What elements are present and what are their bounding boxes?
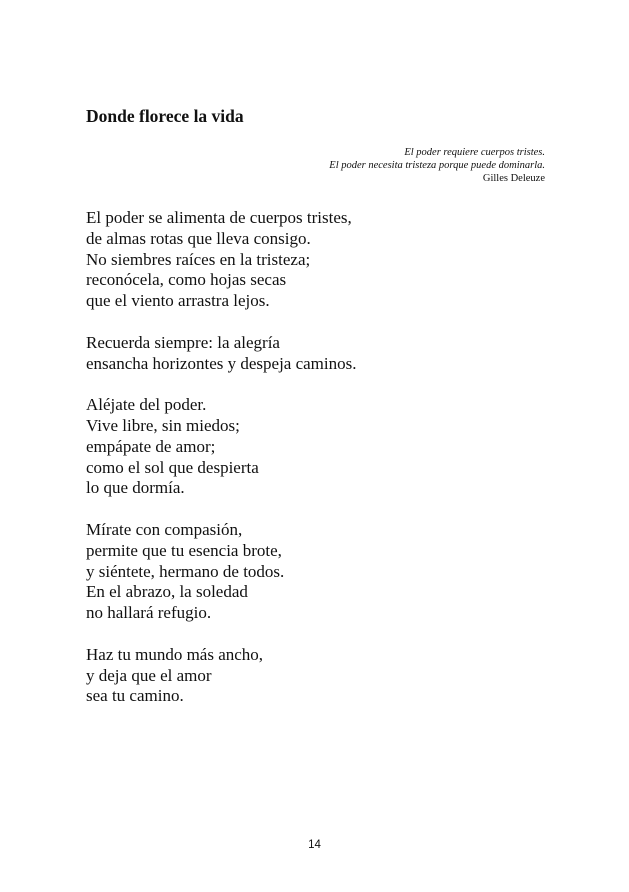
poem-title: Donde florece la vida [86, 106, 244, 126]
poem-line: Vive libre, sin miedos; [86, 415, 240, 435]
poem-line: y deja que el amor [86, 665, 212, 685]
page-number: 14 [308, 839, 321, 851]
poem-line: Haz tu mundo más ancho, [86, 644, 264, 664]
poem-line: no hallará refugio. [86, 603, 212, 623]
poem-line: y siéntete, hermano de todos. [86, 561, 285, 581]
epigraph-line: El poder requiere cuerpos tristes. [404, 147, 545, 158]
poem-line: lo que dormía. [86, 478, 185, 498]
poem-line: de almas rotas que lleva consigo. [86, 228, 311, 248]
poem-line: como el sol que despierta [86, 457, 259, 477]
stanza [86, 395, 357, 499]
poem-line: Aléjate del poder. [86, 395, 207, 415]
poem-body [86, 208, 357, 728]
poem-line: ensancha horizontes y despeja caminos. [86, 353, 357, 373]
poem-line: empápate de amor; [86, 436, 216, 456]
epigraph [329, 146, 545, 185]
poem-line: El poder se alimenta de cuerpos tristes, [86, 208, 352, 227]
poem-line: que el viento arrastra lejos. [86, 291, 270, 311]
stanza [86, 208, 357, 312]
stanza [86, 520, 357, 624]
poem-line: permite que tu esencia brote, [86, 540, 282, 560]
poem-line: Recuerda siempre: la alegría [86, 332, 280, 352]
stanza [86, 645, 357, 707]
poem-line: sea tu camino. [86, 686, 184, 706]
poem-line: Mírate con compasión, [86, 519, 243, 539]
poem-line: En el abrazo, la soledad [86, 582, 248, 602]
epigraph-line: El poder necesita tristeza porque puede dominarla. [329, 160, 545, 171]
epigraph-author: Gilles Deleuze [482, 173, 545, 184]
poem-line: No siembres raíces en la tristeza; [86, 249, 311, 269]
poem-line: reconócela, como hojas secas [86, 270, 287, 290]
stanza [86, 333, 357, 375]
